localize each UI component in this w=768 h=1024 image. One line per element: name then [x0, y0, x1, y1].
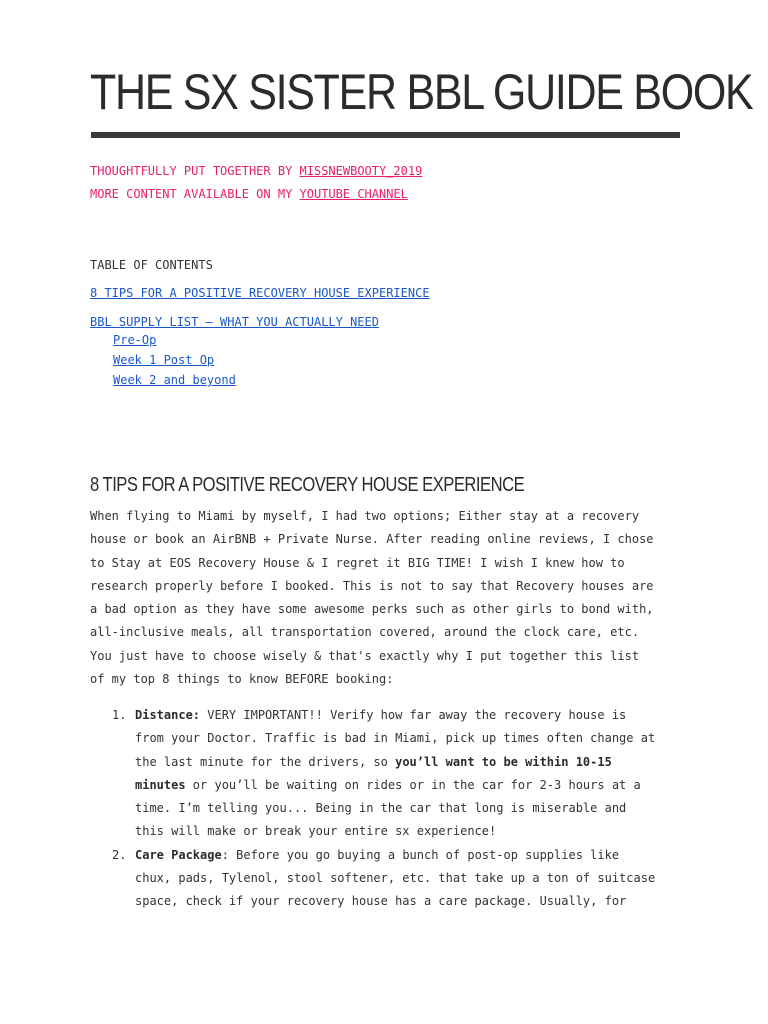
credits-block [90, 160, 422, 206]
tip-line: space, check if your recovery house has a care package. Usually, for [135, 894, 627, 909]
intro-line: research properly before I booked. This is not to say that Recovery houses are [90, 578, 654, 593]
tip-item-care-package [90, 844, 690, 914]
credits-youtube-prefix: MORE CONTENT AVAILABLE ON MY [90, 187, 300, 201]
title-divider [91, 132, 680, 138]
tip-text: VERY IMPORTANT!! Verify how far away the recovery house is [200, 708, 627, 722]
toc-link-recovery-tips[interactable]: 8 TIPS FOR A POSITIVE RECOVERY HOUSE EXPERIENCE [90, 286, 430, 300]
tip-text: the last minute for the drivers, so [135, 754, 396, 769]
tip-line [135, 751, 690, 774]
toc-link-supply-list[interactable]: BBL SUPPLY LIST – WHAT YOU ACTUALLY NEED [90, 315, 379, 329]
tip-emphasis: you’ll want to be within 10-15 [395, 754, 612, 769]
tip-line: chux, pads, Tylenol, stool softener, etc. that take up a ton of suitcase [135, 871, 656, 886]
intro-line: You just have to choose wisely & that's exactly why I put together this list [90, 648, 640, 663]
intro-line: house or book an AirBNB + Private Nurse. After reading online reviews, I chose [90, 532, 654, 547]
toc-link-week-2-and-beyond[interactable]: Week 2 and beyond [113, 373, 236, 387]
tip-line: this will make or break your entire sx experience! [135, 824, 497, 839]
section-heading: 8 TIPS FOR A POSITIVE RECOVERY HOUSE EXPERIENCE [90, 474, 525, 496]
toc-heading: TABLE OF CONTENTS [90, 258, 213, 272]
toc-link-week-1-post-op[interactable]: Week 1 Post Op [113, 353, 215, 367]
tip-text: or you’ll be waiting on rides or in the car for 2-3 hours at a [185, 777, 641, 792]
tip-line: time. I’m telling you... Being in the car that long is miserable and [135, 801, 627, 816]
intro-line: of my top 8 things to know BEFORE booking: [90, 672, 394, 687]
tip-number: 2. [112, 847, 127, 862]
toc-link-pre-op[interactable]: Pre-Op [113, 333, 157, 347]
intro-line: to Stay at EOS Recovery House & I regret it BIG TIME! I wish I knew how to [90, 555, 625, 570]
youtube-channel-link[interactable]: YOUTUBE CHANNEL [299, 187, 408, 201]
tip-term: Distance: [135, 708, 201, 722]
tip-line: from your Doctor. Traffic is bad in Miami, pick up times often change at [135, 731, 656, 746]
document-title: THE SX SISTER BBL GUIDE BOOK [90, 64, 753, 120]
tip-line [135, 704, 690, 727]
tip-emphasis: minutes [135, 777, 186, 792]
credits-line-author [90, 160, 422, 183]
tip-line [135, 774, 690, 797]
tips-list [90, 704, 690, 914]
author-link[interactable]: MISSNEWBOOTY_2019 [299, 164, 423, 178]
tip-number: 1. [112, 708, 127, 722]
credits-line-youtube [90, 183, 422, 206]
tip-term: Care Package [135, 847, 222, 862]
intro-paragraph [90, 505, 682, 691]
tip-text: : Before you go buying a bunch of post-op supplies like [221, 847, 620, 862]
credits-author-prefix: THOUGHTFULLY PUT TOGETHER BY [90, 164, 300, 178]
intro-line: When flying to Miami by myself, I had two options; Either stay at a recovery [90, 509, 640, 523]
tip-line [135, 844, 690, 867]
tip-item-distance [90, 704, 690, 844]
intro-line: all-inclusive meals, all transportation covered, around the clock care, etc. [90, 625, 640, 640]
intro-line: a bad option as they have some awesome perks such as other girls to bond with, [90, 602, 654, 617]
